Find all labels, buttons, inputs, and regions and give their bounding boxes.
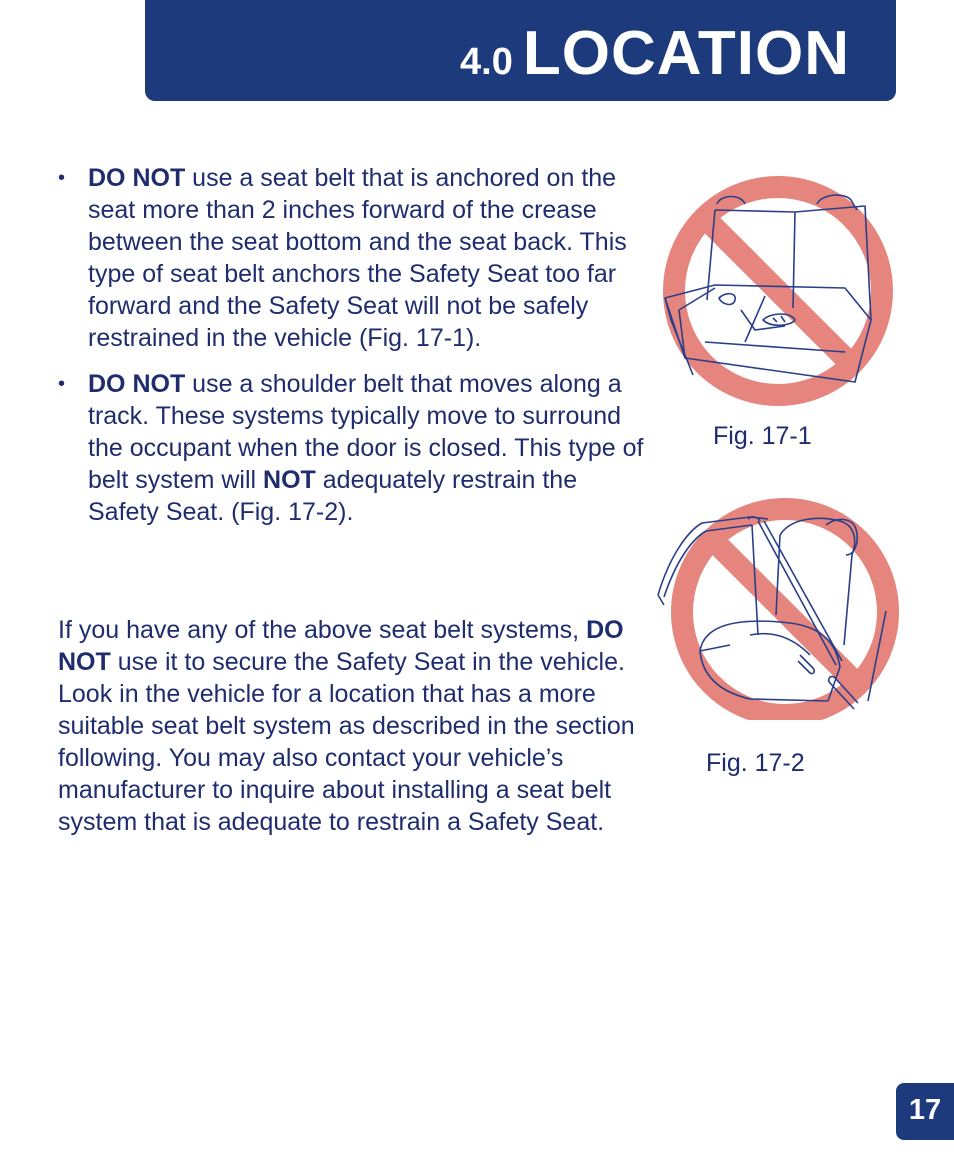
bullet-item bbox=[58, 162, 648, 354]
bullet-marker: • bbox=[58, 373, 66, 395]
page-number: 17 bbox=[908, 1094, 942, 1126]
paragraph-emphasis: DO NOT bbox=[58, 616, 624, 676]
bullet-emphasis: DO NOT bbox=[88, 164, 186, 192]
page-number-badge bbox=[896, 1083, 954, 1140]
summary-paragraph bbox=[58, 614, 648, 838]
section-title-text: LOCATION bbox=[522, 19, 850, 88]
section-number: 4.0 bbox=[460, 41, 513, 83]
bullet-text-end: adequately restrain the Safety Seat. (Fig. 17-2). bbox=[88, 466, 578, 526]
prohibited-track-belt-icon bbox=[640, 495, 910, 720]
bullet-marker: • bbox=[58, 167, 66, 189]
section-title bbox=[460, 18, 850, 89]
section-header-bar bbox=[145, 0, 896, 101]
main-text-column bbox=[58, 162, 648, 838]
prohibited-seat-belt-anchor-icon bbox=[645, 170, 910, 410]
paragraph-text-start: If you have any of the above seat belt systems, bbox=[58, 616, 587, 644]
bullet-text: use a seat belt that is anchored on the seat more than 2 inches forward of the crease between the seat bottom and the seat back. This type of seat belt anchors the Safety Seat too far forward and the Safety Seat will not be safely restrained in the vehicle (Fig. 17-1). bbox=[88, 164, 627, 352]
bullet-emphasis-not: NOT bbox=[263, 466, 316, 494]
bullet-item bbox=[58, 368, 648, 528]
bullet-emphasis: DO NOT bbox=[88, 370, 186, 398]
bullet-text: use a shoulder belt that moves along a track. These systems typically move to surround the occupant when the door is closed. This type of belt system will bbox=[88, 370, 644, 494]
paragraph-text-end: use it to secure the Safety Seat in the vehicle. Look in the vehicle for a location that has a more suitable seat belt system as described in the section following. You may also contact your vehicle’s manufacturer to inquire about installing a seat belt system that is adequate to restrain a Safety Seat. bbox=[58, 648, 635, 836]
figure-caption: Fig. 17-2 bbox=[706, 749, 805, 777]
figure-caption: Fig. 17-1 bbox=[713, 422, 812, 450]
